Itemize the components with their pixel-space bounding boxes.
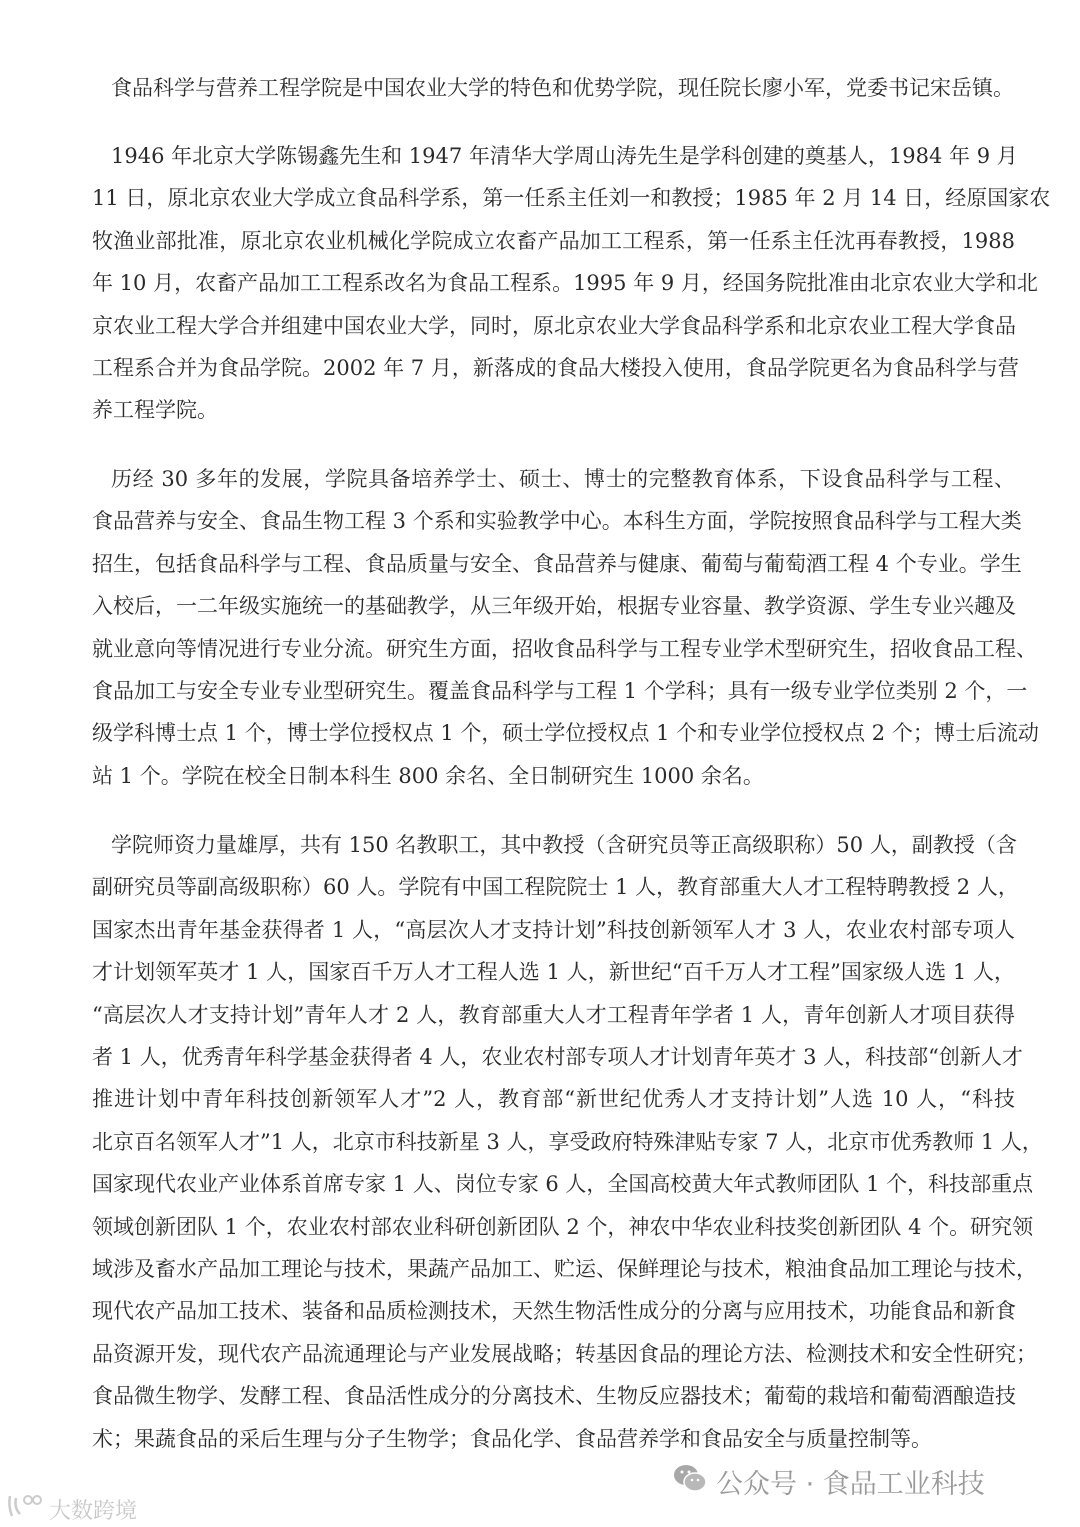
paragraph-4-line: 食品微生物学、发酵工程、食品活性成分的分离技术、生物反应器技术；葡萄的栽培和葡萄酒酿造技 (92, 1384, 1016, 1409)
paragraph-4-line: 北京百名领军人才”1 人，北京市科技新星 3 人，享受政府特殊津贴专家 7 人，北京市优秀教师 1 人， (92, 1129, 1043, 1154)
paragraph-4-line: 国家现代农业产业体系首席专家 1 人、岗位专家 6 人，全国高校黄大年式教师团队 1 个，科技部重点 (92, 1172, 1034, 1197)
paragraph-2-line: 养工程学院。 (92, 398, 218, 423)
paragraph-3-line: 入校后，一二年级实施统一的基础教学，从三年级开始，根据专业容量、教学资源、学生专业兴趣及 (92, 594, 1016, 619)
wechat-icon (672, 1462, 708, 1501)
paragraph-4-line: 领域创新团队 1 个，农业农村部农业科研创新团队 2 个，神农中华农业科技奖创新团队 4 个。研究领 (92, 1214, 1034, 1239)
paragraph-4-line: 域涉及畜水产品加工理论与技术，果蔬产品加工、贮运、保鲜理论与技术，粮油食品加工理论与技术， (92, 1257, 1037, 1281)
paragraph-4-line: 品资源开发，现代农产品流通理论与产业发展战略；转基因食品的理论方法、检测技术和安全性研究； (92, 1341, 1037, 1366)
site-logo-icon (6, 1492, 46, 1526)
paragraph-4-line: 国家杰出青年基金获得者 1 人，“高层次人才支持计划”科技创新领军人才 3 人，农业农村部专项人 (92, 917, 1015, 942)
paragraph-3-line: 食品营养与安全、食品生物工程 3 个系和实验教学中心。本科生方面，学院按照食品科学与工程大类 (92, 509, 1022, 534)
paragraph-3-line: 历经 30 多年的发展，学院具备培养学士、硕士、博士的完整教育体系，下设食品科学与工程、 (111, 467, 1015, 491)
wechat-watermark (672, 1463, 985, 1499)
paragraph-4-line: 术；果蔬食品的采后生理与分子生物学；食品化学、食品营养学和食品安全与质量控制等。 (92, 1426, 932, 1451)
paragraph-3-line: 站 1 个。学院在校全日制本科生 800 余名、全日制研究生 1000 余名。 (92, 763, 764, 788)
paragraph-3-line: 就业意向等情况进行专业分流。研究生方面，招收食品科学与工程专业学术型研究生，招收食品工程、 (92, 636, 1037, 661)
paragraph-2-line: 年 10 月，农畜产品加工工程系改名为食品工程系。1995 年 9 月，经国务院批准由北京农业大学和北 (92, 271, 1038, 296)
paragraph-3-line: 招生，包括食品科学与工程、食品质量与安全、食品营养与健康、葡萄与葡萄酒工程 4 个专业。学生 (92, 551, 1022, 576)
site-watermark-text: 大数跨境 (49, 1498, 138, 1524)
paragraph-2-line: 京农业工程大学合并组建中国农业大学，同时，原北京农业大学食品科学系和北京农业工程大学食品 (92, 313, 1016, 338)
paragraph-1-line: 食品科学与营养工程学院是中国农业大学的特色和优势学院，现任院长廖小军，党委书记宋岳镇。 (111, 76, 1014, 100)
paragraph-4-line: 现代农产品加工技术、装备和品质检测技术，天然生物活性成分的分离与应用技术，功能食品和新食 (92, 1299, 1016, 1324)
paragraph-4-line: 副研究员等副高级职称）60 人。学院有中国工程院院士 1 人，教育部重大人才工程特聘教授 2 人， (92, 875, 1019, 900)
site-watermark (6, 1492, 137, 1526)
paragraph-4-line: 学院师资力量雄厚，共有 150 名教职工，其中教授（含研究员等正高级职称）50 人，副教授（含 (111, 833, 1017, 857)
paragraph-3-line: 级学科博士点 1 个，博士学位授权点 1 个，硕士学位授权点 1 个和专业学位授权点 2 个；博士后流动 (92, 721, 1039, 746)
paragraph-2-line: 牧渔业部批准，原北京农业机械化学院成立农畜产品加工工程系，第一任系主任沈再春教授，1988 (92, 228, 1015, 253)
paragraph-4-line: 推进计划中青年科技创新领军人才”2 人，教育部“新世纪优秀人才支持计划”人选 10 人，“科技 (92, 1087, 1015, 1112)
paragraph-3-line: 食品加工与安全专业专业型研究生。覆盖食品科学与工程 1 个学科；具有一级专业学位类别 2 个，一 (92, 679, 1028, 703)
paragraph-2-line: 1946 年北京大学陈锡鑫先生和 1947 年清华大学周山涛先生是学科创建的奠基人，1984 年 9 月 (111, 144, 1018, 168)
paragraph-2-line: 11 日，原北京农业大学成立食品科学系，第一任系主任刘一和教授；1985 年 2 月 14 日，经原国家农 (92, 186, 1051, 211)
paragraph-2-line: 工程系合并为食品学院。2002 年 7 月，新落成的食品大楼投入使用，食品学院更名为食品科学与营 (92, 356, 1019, 380)
paragraph-4-line: “高层次人才支持计划”青年人才 2 人，教育部重大人才工程青年学者 1 人，青年创新人才项目获得 (92, 1002, 1015, 1027)
paragraph-4-line: 者 1 人，优秀青年科学基金获得者 4 人，农业农村部专项人才计划青年英才 3 人，科技部“创新人才 (92, 1045, 1023, 1069)
wechat-watermark-text: 公众号 · 食品工业科技 (716, 1468, 985, 1500)
paragraph-4-line: 才计划领军英才 1 人，国家百千万人才工程人选 1 人，新世纪“百千万人才工程”国家级人选 1 人， (92, 960, 1015, 985)
